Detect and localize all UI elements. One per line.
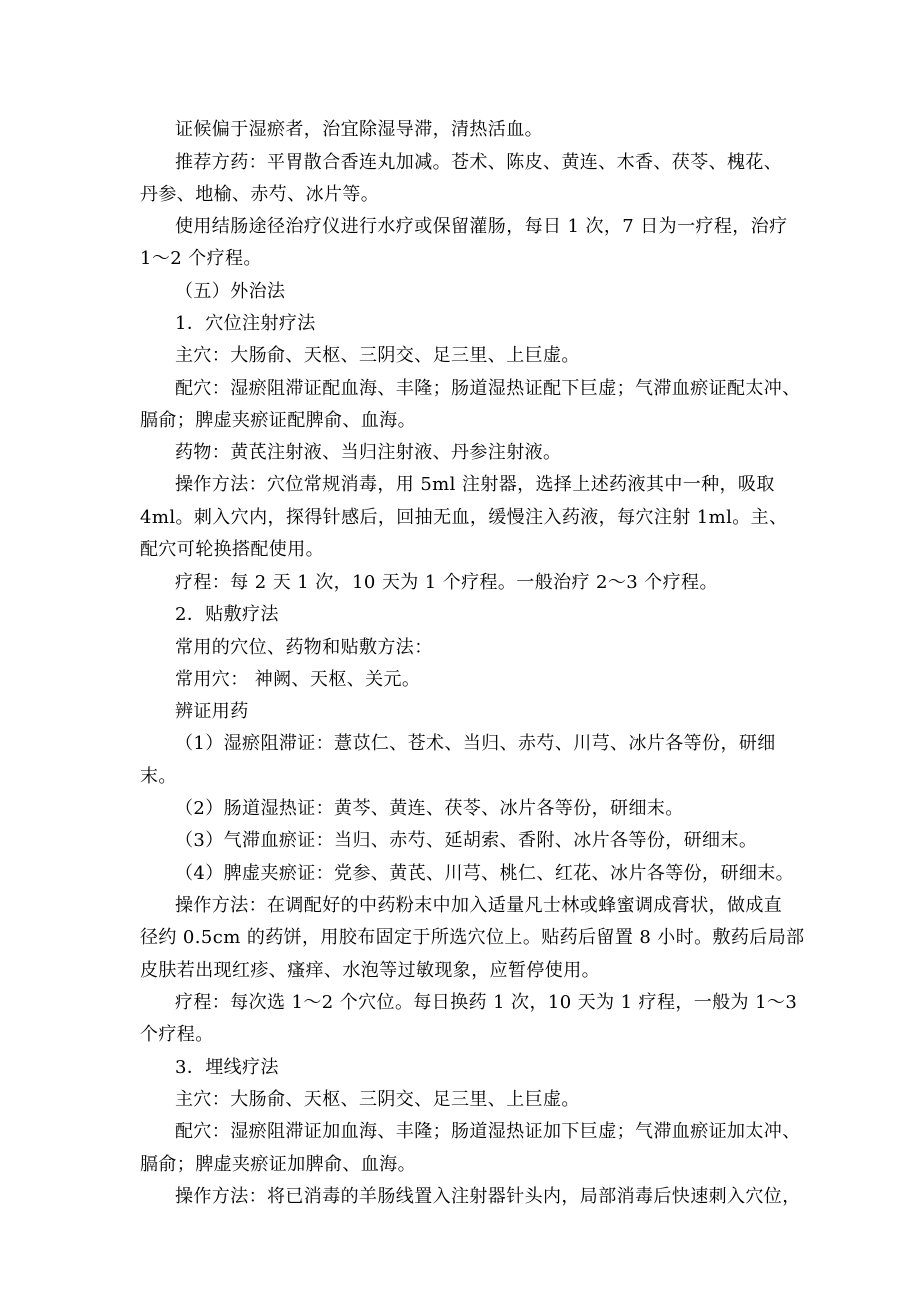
paragraph-application-method-cont2: 皮肤若出现红疹、瘙痒、水泡等过敏现象，应暂停使用。 bbox=[140, 960, 600, 981]
paragraph-item-2: （2）肠道湿热证：黄芩、黄连、茯苓、冰片各等份，研细末。 bbox=[175, 798, 684, 819]
paragraph-syndrome-treatment: 证候偏于湿瘀者，治宜除湿导滞，清热活血。 bbox=[175, 119, 543, 140]
subheading-acupoint-injection: 1．穴位注射疗法 bbox=[175, 313, 316, 334]
paragraph-injection-method-cont1: 4ml。刺入穴内，探得针感后，回抽无血，缓慢注入药液，每穴注射 1ml。主、 bbox=[140, 507, 788, 528]
paragraph-colon-therapy-cont: 1～2 个疗程。 bbox=[140, 248, 262, 269]
paragraph-application-course-cont: 个疗程。 bbox=[140, 1024, 214, 1045]
paragraph-item-4: （4）脾虚夹瘀证：党参、黄芪、川芎、桃仁、红花、冰片各等份，研细末。 bbox=[175, 863, 795, 884]
paragraph-injection-method: 操作方法：穴位常规消毒，用 5ml 注射器，选择上述药液其中一种，吸取 bbox=[175, 474, 775, 495]
paragraph-main-points: 主穴：大肠俞、天枢、三阴交、足三里、上巨虚。 bbox=[175, 345, 580, 366]
paragraph-item-3: （3）气滞血瘀证：当归、赤芍、延胡索、香附、冰片各等份，研细末。 bbox=[175, 830, 758, 851]
paragraph-colon-therapy: 使用结肠途径治疗仪进行水疗或保留灌肠，每日 1 次，7 日为一疗程，治疗 bbox=[175, 216, 788, 237]
paragraph-recommended-formula: 推荐方药：平胃散合香连丸加减。苍术、陈皮、黄连、木香、茯苓、槐花、 bbox=[175, 152, 783, 173]
paragraph-supporting-points: 配穴：湿瘀阻滞证配血海、丰隆；肠道湿热证配下巨虚；气滞血瘀证配太冲、 bbox=[175, 378, 801, 399]
paragraph-embedding-method: 操作方法：将已消毒的羊肠线置入注射器针头内，局部消毒后快速刺入穴位， bbox=[175, 1186, 801, 1207]
paragraph-application-course: 疗程：每次选 1～2 个穴位。每日换药 1 次，10 天为 1 疗程，一般为 1～3 bbox=[175, 992, 798, 1013]
paragraph-recommended-formula-cont: 丹参、地榆、赤芍、冰片等。 bbox=[140, 184, 380, 205]
paragraph-common-points: 常用穴： 神阙、天枢、关元。 bbox=[175, 669, 421, 690]
section-heading-external-treatment: （五）外治法 bbox=[175, 281, 286, 302]
paragraph-item-1: （1）湿瘀阻滞证：薏苡仁、苍术、当归、赤芍、川芎、冰片各等份，研细 bbox=[175, 733, 776, 754]
paragraph-application-method-cont1: 径约 0.5cm 的药饼，用胶布固定于所选穴位上。贴药后留置 8 小时。敷药后局部 bbox=[140, 927, 805, 948]
paragraph-drugs: 药物：黄芪注射液、当归注射液、丹参注射液。 bbox=[175, 442, 562, 463]
paragraph-embedding-supporting-points: 配穴：湿瘀阻滞证加血海、丰隆；肠道湿热证加下巨虚；气滞血瘀证加太冲、 bbox=[175, 1121, 801, 1142]
paragraph-item-1-cont: 末。 bbox=[140, 766, 177, 787]
subheading-catgut-embedding: 3．埋线疗法 bbox=[175, 1057, 279, 1078]
paragraph-common-methods: 常用的穴位、药物和贴敷方法： bbox=[175, 637, 433, 658]
paragraph-syndrome-medication: 辨证用药 bbox=[175, 701, 249, 722]
paragraph-application-method: 操作方法：在调配好的中药粉末中加入适量凡士林或蜂蜜调成膏状，做成直 bbox=[175, 895, 783, 916]
paragraph-embedding-supporting-points-cont: 膈俞；脾虚夹瘀证加脾俞、血海。 bbox=[140, 1154, 416, 1175]
paragraph-embedding-main-points: 主穴：大肠俞、天枢、三阴交、足三里、上巨虚。 bbox=[175, 1089, 580, 1110]
paragraph-supporting-points-cont: 膈俞；脾虚夹瘀证配脾俞、血海。 bbox=[140, 410, 416, 431]
paragraph-injection-course: 疗程：每 2 天 1 次，10 天为 1 个疗程。一般治疗 2～3 个疗程。 bbox=[175, 572, 718, 593]
paragraph-injection-method-cont2: 配穴可轮换搭配使用。 bbox=[140, 539, 324, 560]
subheading-application-therapy: 2．贴敷疗法 bbox=[175, 604, 279, 625]
